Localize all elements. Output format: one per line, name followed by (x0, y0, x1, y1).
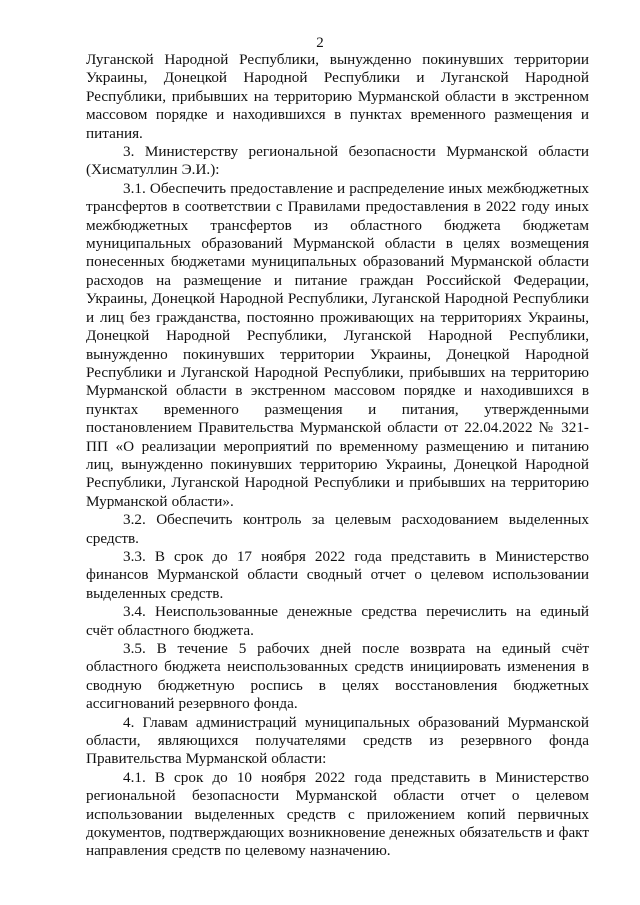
paragraph-3-5: 3.5. В течение 5 рабочих дней после возврата на единый счёт областного бюджета неиспользованных средств инициировать изменения в сводную бюджетную роспись в целях восстановления бюджетных ассигнований резервного фонда. (86, 640, 589, 713)
paragraph-4: 4. Главам администраций муниципальных образований Мурманской области, являющихся получателями средств из резервного фонда Правительства Мурманской области: (86, 713, 589, 768)
paragraph-4-1: 4.1. В срок до 10 ноября 2022 года представить в Министерство региональной безопасности Мурманской области отчет о целевом использовании выделенных средств с приложением копий первичных документов, подтверждающих возникновение денежных обязательств и факт направления средств по целевому назначению. (86, 768, 589, 860)
paragraph-3-4: 3.4. Неиспользованные денежные средства перечислить на единый счёт областного бюджета. (86, 603, 589, 639)
paragraph-3: 3. Министерству региональной безопасности Мурманской области (Хисматуллин Э.И.): (86, 143, 589, 179)
paragraph-3-1: 3.1. Обеспечить предоставление и распределение иных межбюджетных трансфертов в соответствии с Правилами предоставления в 2022 году иных межбюджетных трансфертов из областного бюджета бюджетам муниципальных образований Мурманской области в целях возмещения понесенных бюджетами муниципальных образований Мурманской области расходов на размещение и питание граждан Российской Федерации, Украины, Донецкой Народной Республики, Луганской Народной Республики и лиц без гражданства, постоянно проживающих на территориях Украины, Донецкой Народной Республики, Луганской Народной Республики, вынужденно покинувших территории Украины, Донецкой Народной Республики и Луганской Народной Республики, прибывших на территорию Мурманской области в экстренном массовом порядке и находившихся в пунктах временного размещения и питания, утвержденными постановлением Правительства Мурманской области от 22.04.2022 № 321-ПП «О реализации мероприятий по временному размещению и питанию лиц, вынужденно покинувших территорию Украины, Донецкой Народной Республики, Луганской Народной Республики и прибывших на территорию Мурманской области». (86, 179, 589, 510)
document-body (86, 51, 589, 861)
paragraph-intro-continuation: Луганской Народной Республики, вынужденно покинувших территории Украины, Донецкой Народной Республики и Луганской Народной Республики, прибывших на территорию Мурманской области в экстренном массовом порядке и находившихся в пунктах временного размещения и питания. (86, 51, 589, 142)
paragraph-3-3: 3.3. В срок до 17 ноября 2022 года представить в Министерство финансов Мурманской области сводный отчет о целевом использовании выделенных средств. (86, 547, 589, 602)
paragraph-3-2: 3.2. Обеспечить контроль за целевым расходованием выделенных средств. (86, 511, 589, 547)
page-number: 2 (316, 35, 324, 51)
